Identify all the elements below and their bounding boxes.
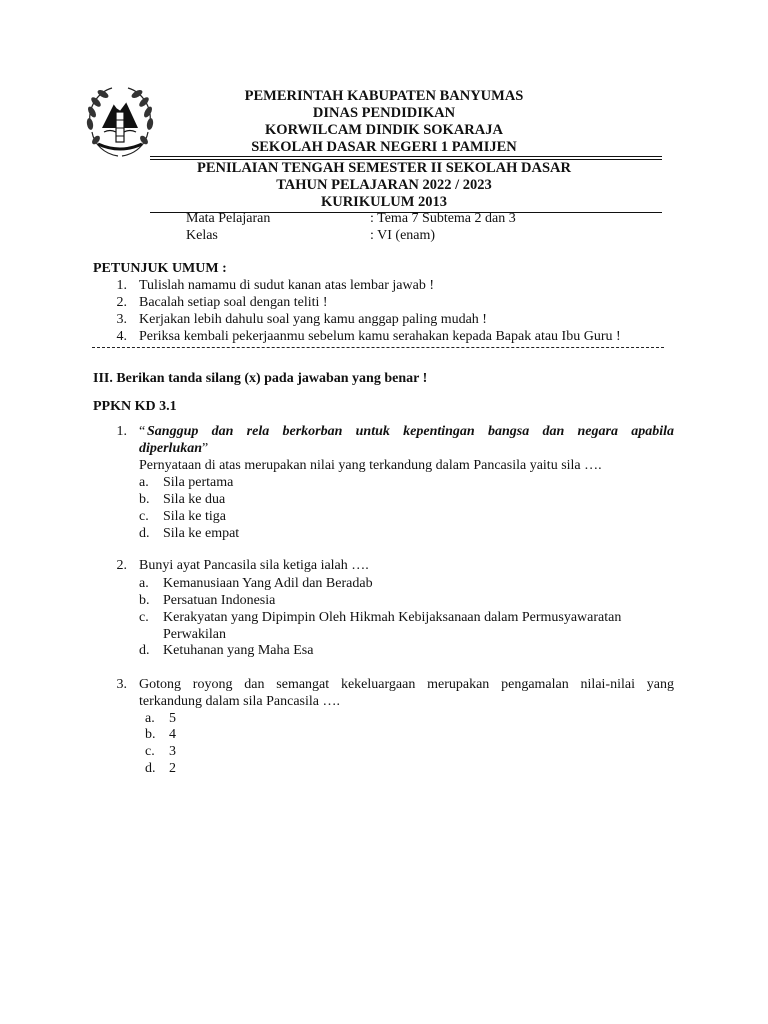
option-letter: c.: [145, 744, 155, 759]
header-korwilcam: KORWILCAM DINDIK SOKARAJA: [265, 122, 503, 138]
question-number: 1.: [116, 424, 127, 439]
question-1-quote-open: “: [139, 424, 146, 439]
instruction-number: 1.: [116, 278, 127, 293]
header-government: PEMERINTAH KABUPATEN BANYUMAS: [244, 88, 524, 104]
section-title: III. Berikan tanda silang (x) pada jawaban yang benar !: [93, 371, 428, 386]
question-number: 3.: [116, 677, 127, 692]
option-text: Sila pertama: [163, 475, 234, 490]
regency-emblem-logo: [80, 82, 160, 160]
option-text: Ketuhanan yang Maha Esa: [163, 643, 314, 658]
option-letter: a.: [139, 576, 149, 591]
instruction-item: Kerjakan lebih dahulu soal yang kamu anggap paling mudah !: [139, 312, 487, 327]
option-letter: d.: [139, 643, 150, 658]
question-1-quote-close: ”: [202, 441, 209, 456]
exam-year: TAHUN PELAJARAN 2022 / 2023: [276, 177, 492, 193]
instructions-dashed-divider: [92, 347, 664, 348]
question-3-stem-line1: Gotong royong dan semangat kekeluargaan merupakan pengamalan nilai-nilai yang: [139, 677, 674, 692]
instruction-item: Bacalah setiap soal dengan teliti !: [139, 295, 328, 310]
question-3-stem-line2: terkandung dalam sila Pancasila ….: [139, 694, 340, 709]
option-text: 3: [169, 744, 176, 759]
question-1-quote-line2: diperlukan: [139, 441, 203, 456]
subject-label: Mata Pelajaran: [186, 211, 271, 226]
question-number: 2.: [116, 558, 127, 573]
option-text: Sila ke tiga: [163, 509, 226, 524]
option-letter: d.: [139, 526, 150, 541]
option-letter: a.: [139, 475, 149, 490]
question-1-quote-line2-wrap: [139, 440, 208, 457]
question-2-stem: Bunyi ayat Pancasila sila ketiga ialah ….: [139, 558, 369, 573]
instruction-number: 3.: [116, 312, 127, 327]
header-department: DINAS PENDIDIKAN: [312, 105, 456, 121]
option-text: Persatuan Indonesia: [163, 593, 276, 608]
option-letter: c.: [139, 610, 149, 625]
instruction-item: Periksa kembali pekerjaanmu sebelum kamu serahakan kepada Bapak atau Ibu Guru !: [139, 329, 621, 344]
option-letter: d.: [145, 761, 156, 776]
instruction-item: Tulislah namamu di sudut kanan atas lembar jawab !: [139, 278, 434, 293]
header-divider-thick: [150, 156, 662, 157]
question-1-stem: Pernyataan di atas merupakan nilai yang terkandung dalam Pancasila yaitu sila ….: [139, 458, 602, 473]
option-letter: b.: [139, 593, 150, 608]
subject-value: : Tema 7 Subtema 2 dan 3: [370, 211, 516, 226]
option-text: Sila ke dua: [163, 492, 226, 507]
exam-curriculum: KURIKULUM 2013: [320, 194, 448, 210]
option-text: 4: [169, 727, 176, 742]
exam-title: PENILAIAN TENGAH SEMESTER II SEKOLAH DASAR: [197, 160, 571, 176]
option-text: Kemanusiaan Yang Adil dan Beradab: [163, 576, 373, 591]
option-text: Sila ke empat: [163, 526, 240, 541]
option-letter: a.: [145, 711, 155, 726]
option-letter: b.: [139, 492, 150, 507]
option-text: 5: [169, 711, 176, 726]
class-value: : VI (enam): [370, 228, 436, 243]
option-letter: c.: [139, 509, 149, 524]
instruction-number: 2.: [116, 295, 127, 310]
instructions-title: PETUNJUK UMUM :: [93, 261, 227, 276]
question-1-quote-line1: Sanggup dan rela berkorban untuk kepentingan bangsa dan negara apabila: [147, 424, 674, 439]
option-text: 2: [169, 761, 176, 776]
option-letter: b.: [145, 727, 156, 742]
section-subject: PPKN KD 3.1: [93, 399, 177, 414]
header-school: SEKOLAH DASAR NEGERI 1 PAMIJEN: [251, 139, 517, 155]
option-text-continued: Perwakilan: [163, 627, 226, 642]
instruction-number: 4.: [116, 329, 127, 344]
class-label: Kelas: [186, 228, 218, 243]
option-text: Kerakyatan yang Dipimpin Oleh Hikmah Kebijaksanaan dalam Permusyawaratan: [163, 610, 622, 625]
